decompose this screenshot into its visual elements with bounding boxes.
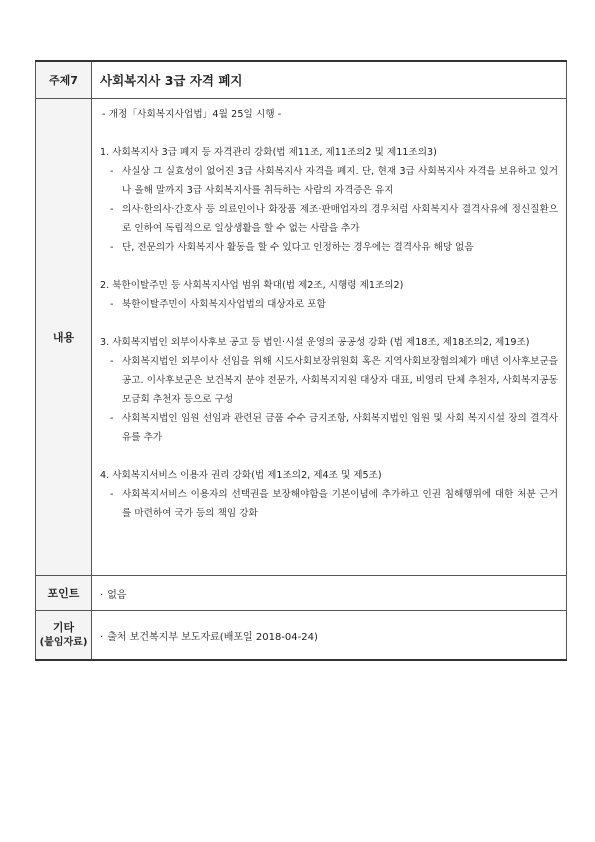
- bullet-item: [100, 409, 558, 447]
- etc-sublabel: (붙임자료): [39, 637, 88, 648]
- content-label: 내용: [36, 99, 92, 576]
- point-label: 포인트: [36, 576, 92, 611]
- bullet-item: [100, 352, 558, 409]
- bullet-item: [100, 238, 558, 257]
- dash-icon: -: [110, 204, 114, 215]
- topic-title: 사회복지사 3급 자격 폐지: [92, 61, 567, 99]
- etc-value: 출처 보건복지부 보도자료(배포일 2018-04-24): [107, 631, 318, 643]
- dash-icon: -: [110, 299, 114, 310]
- bullet-item: [100, 200, 558, 238]
- intro-line: - 개정「사회복지사업법」4월 25일 시행 -: [102, 109, 282, 120]
- bullet-text: 사실상 그 실효성이 없어진 3급 사회복지사 자격을 폐지. 단, 현재 3급 사회복지사 자격을 보유하고 있거나 올해 말까지 3급 사회복지사를 취득하는 사람의 자격증은 유지: [122, 166, 558, 196]
- dash-icon: -: [110, 242, 114, 253]
- dash-icon: -: [110, 356, 114, 367]
- bullet-text: 북한이탈주민이 사회복지사업법의 대상자로 포함: [122, 299, 326, 310]
- section-1: [100, 143, 558, 257]
- dash-icon: -: [110, 413, 114, 424]
- topic-label: 주제7: [36, 61, 92, 99]
- section-heading: 2. 북한이탈주민 등 사회복지사업 범위 확대(법 제2조, 시행령 제1조의2): [100, 280, 404, 291]
- bullet-item: [100, 295, 558, 314]
- section-heading: 4. 사회복지서비스 이용자 권리 강화(법 제1조의2, 제4조 및 제5조): [100, 470, 382, 481]
- header-row: [36, 61, 567, 99]
- bullet-text: 사회복지법인 임원 선임과 관련된 금품 수수 금지조항, 사회복지법인 임원 및 사회 복지시설 장의 결격사유를 추가: [122, 413, 558, 443]
- dot-icon: ·: [100, 631, 104, 643]
- point-value: 없음: [107, 589, 127, 601]
- section-3: [100, 333, 558, 447]
- bullet-item: [100, 162, 558, 200]
- point-value-cell: [92, 576, 567, 611]
- point-row: [36, 576, 567, 611]
- section-heading: 3. 사회복지법인 외부이사후보 공고 등 법인·시설 운영의 공공성 강화 (법 제18조, 제18조의2, 제19조): [100, 337, 530, 348]
- bullet-text: 사회복지법인 외부이사 선임을 위해 시도사회보장위원회 혹은 지역사회보장협의체가 매년 이사후보군을 공고. 이사후보군은 보건복지 분야 전문가, 사회복지지원 대상자 대표, 비영리 단체 추천자, 사회복지공동모금회 추천자 등으로 구성: [122, 356, 558, 405]
- bullet-text: 단, 전문의가 사회복지사 활동을 할 수 있다고 인정하는 경우에는 결격사유 해당 없음: [122, 242, 474, 253]
- etc-label: 기타: [52, 621, 75, 634]
- content-body: [92, 99, 567, 576]
- section-4: [100, 466, 558, 523]
- etc-label-cell: [36, 611, 92, 661]
- section-heading: 1. 사회복지사 3급 폐지 등 자격관리 강화(법 제11조, 제11조의2 및 제11조의3): [100, 147, 437, 158]
- dash-icon: -: [110, 489, 114, 500]
- bullet-item: [100, 485, 558, 523]
- etc-value-cell: [92, 611, 567, 661]
- bullet-text: 사회복지서비스 이용자의 선택권을 보장해야함을 기본이념에 추가하고 인권 침해행위에 대한 처분 근거를 마련하여 국가 등의 책임 강화: [122, 489, 558, 519]
- bullet-text: 의사·한의사·간호사 등 의료인이나 화장품 제조·판매업자의 경우처럼 사회복지사 결격사유에 정신질환으로 인하여 독립적으로 일상생활을 할 수 없는 사람을 추가: [122, 204, 558, 234]
- summary-table: [35, 60, 567, 661]
- etc-row: [36, 611, 567, 661]
- dot-icon: ·: [100, 589, 104, 601]
- section-2: [100, 276, 558, 314]
- content-row: [36, 99, 567, 576]
- dash-icon: -: [110, 166, 114, 177]
